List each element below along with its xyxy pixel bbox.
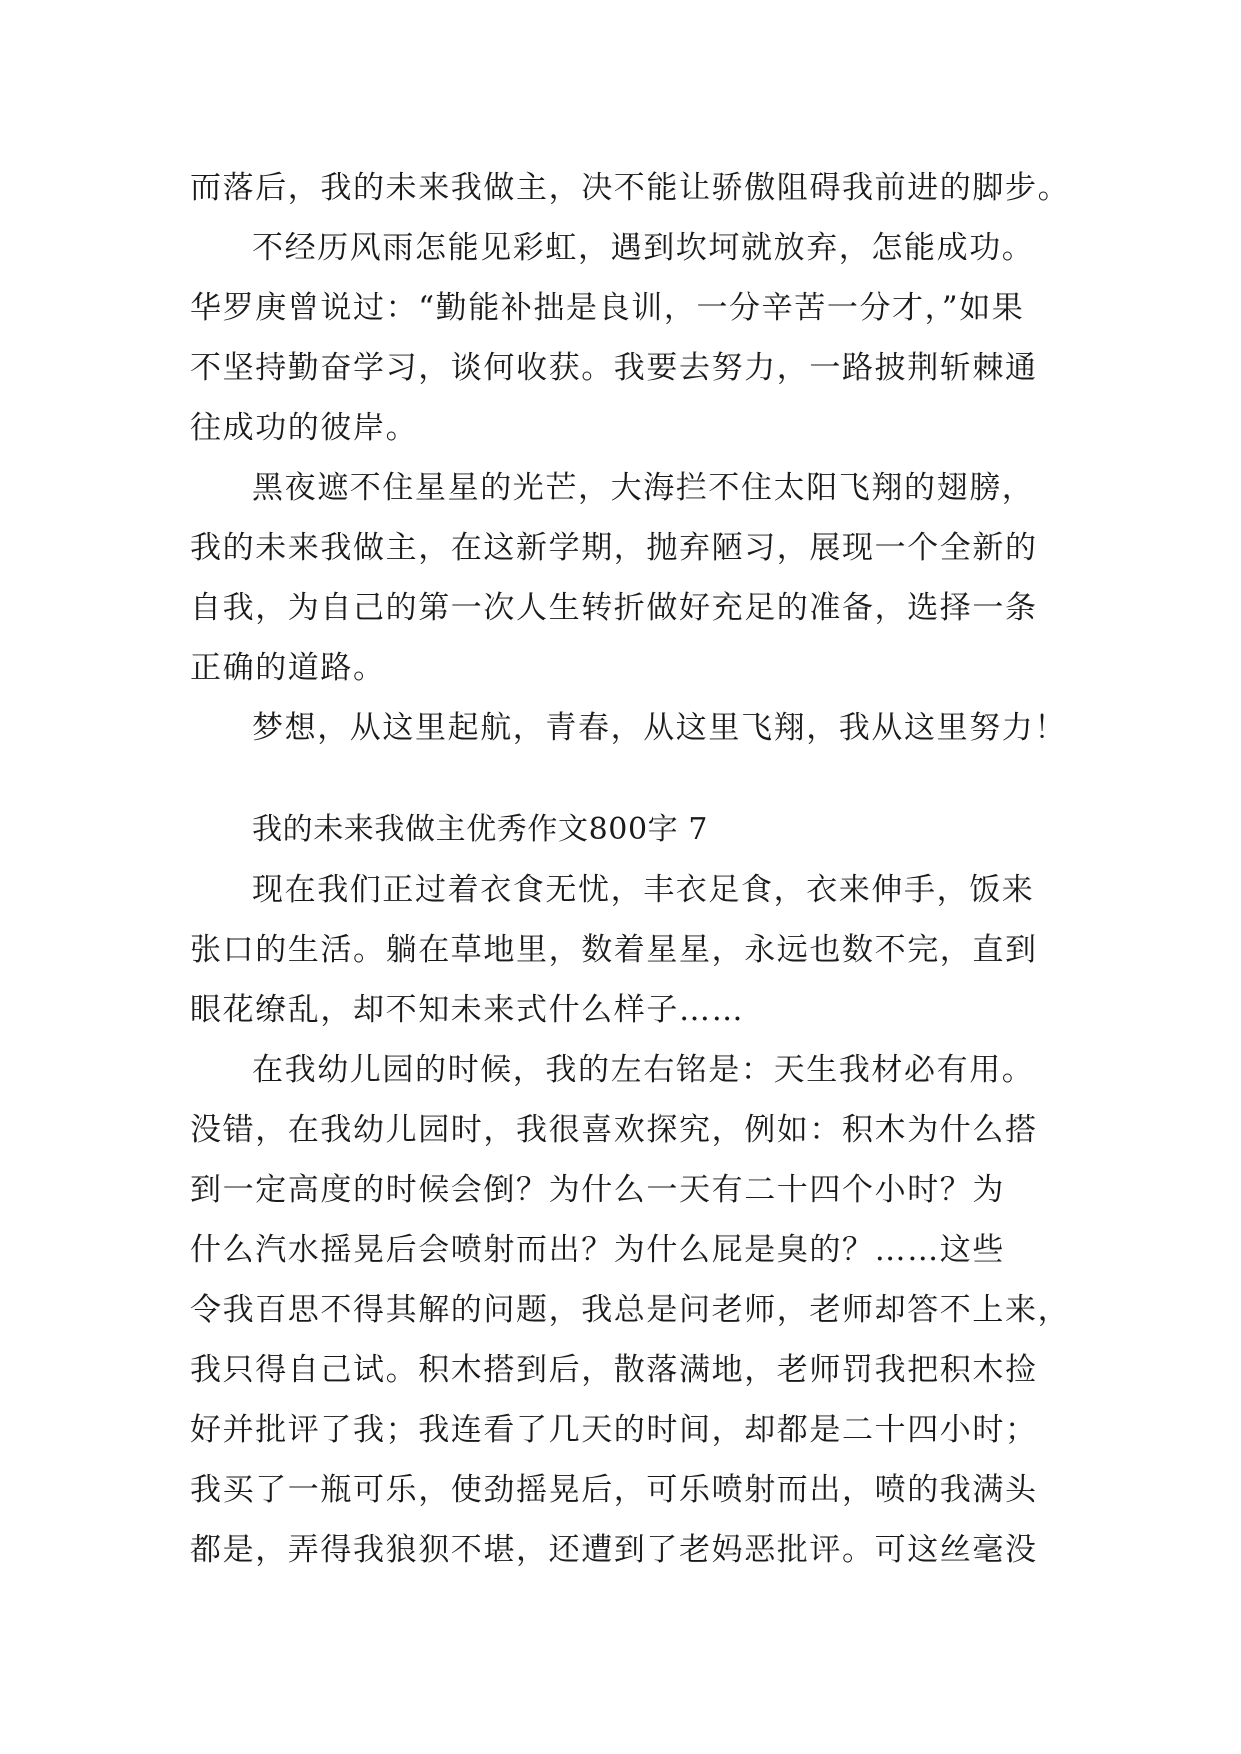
text-line: 我的未来我做主，在这新学期，抛弃陋习，展现一个全新的: [190, 530, 1038, 566]
text-line: 好并批评了我；我连看了几天的时间，却都是二十四小时；: [190, 1412, 1038, 1448]
text-line: 现在我们正过着衣食无忧，丰衣足食，衣来伸手，饭来: [252, 872, 1035, 908]
section-heading: 我的未来我做主优秀作文800字 7: [252, 812, 709, 847]
text-line: 正确的道路。: [190, 650, 386, 686]
text-line: 什么汽水摇晃后会喷射而出？为什么屁是臭的？……这些: [190, 1232, 1005, 1268]
text-line: 我买了一瓶可乐，使劲摇晃后，可乐喷射而出，喷的我满头: [190, 1472, 1038, 1508]
text-line: 张口的生活。躺在草地里，数着星星，永远也数不完，直到: [190, 932, 1038, 968]
text-line: 我只得自己试。积木搭到后，散落满地，老师罚我把积木捡: [190, 1352, 1038, 1388]
text-line: 梦想，从这里起航，青春，从这里飞翔，我从这里努力！: [252, 710, 1067, 746]
text-line: 不经历风雨怎能见彩虹，遇到坎坷就放弃，怎能成功。: [252, 230, 1035, 266]
text-line: 而落后，我的未来我做主，决不能让骄傲阻碍我前进的脚步。: [190, 170, 1071, 206]
text-line: 华罗庚曾说过：“勤能补拙是良训，一分辛苦一分才，”如果: [190, 290, 1025, 326]
text-line: 到一定高度的时候会倒？为什么一天有二十四个小时？为: [190, 1172, 1005, 1208]
text-line: 不坚持勤奋学习，谈何收获。我要去努力，一路披荆斩棘通: [190, 350, 1038, 386]
text-line: 都是，弄得我狼狈不堪，还遭到了老妈恶批评。可这丝毫没: [190, 1532, 1038, 1568]
text-line: 自我，为自己的第一次人生转折做好充足的准备，选择一条: [190, 590, 1038, 626]
text-line: 往成功的彼岸。: [190, 410, 419, 446]
text-line: 在我幼儿园的时候，我的左右铭是：天生我材必有用。: [252, 1052, 1035, 1088]
text-line: 令我百思不得其解的问题，我总是问老师，老师却答不上来，: [190, 1292, 1071, 1328]
text-line: 没错，在我幼儿园时，我很喜欢探究，例如：积木为什么搭: [190, 1112, 1038, 1148]
text-line: 眼花缭乱，却不知未来式什么样子……: [190, 992, 745, 1028]
text-line: 黑夜遮不住星星的光芒，大海拦不住太阳飞翔的翅膀，: [252, 470, 1035, 506]
